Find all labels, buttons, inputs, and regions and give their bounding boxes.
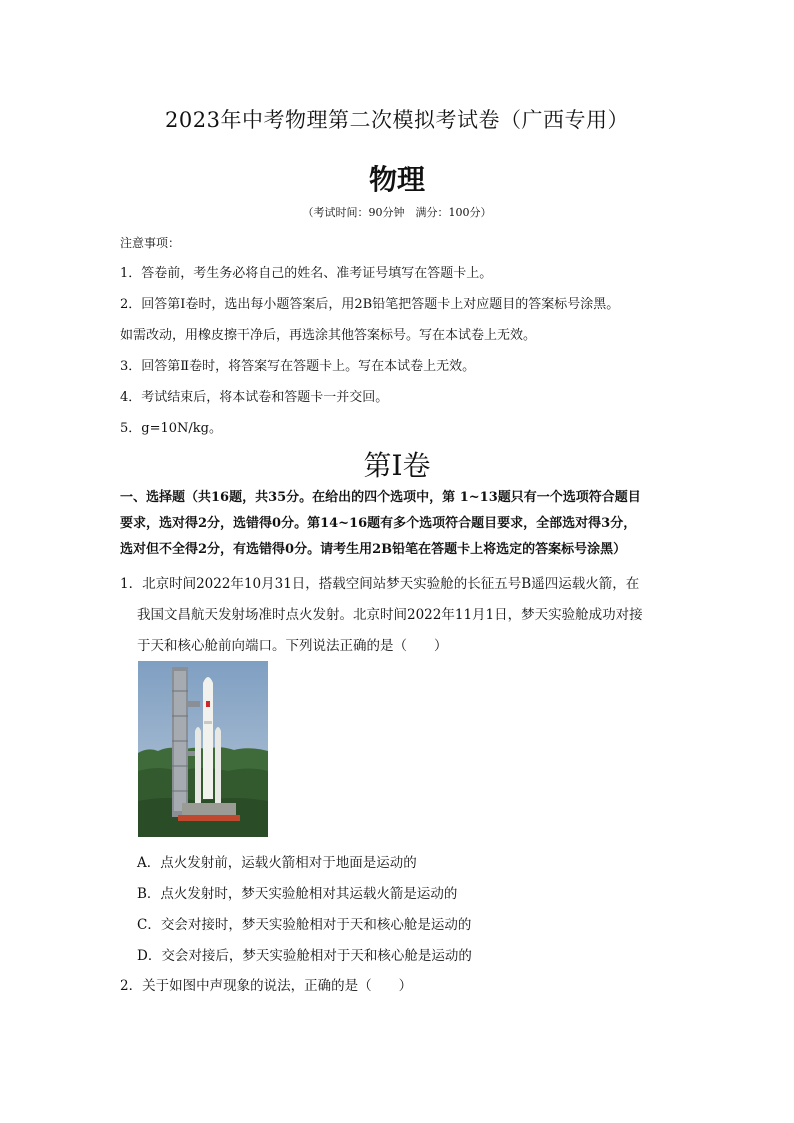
notes-heading: 注意事项：: [120, 236, 181, 250]
option-d: D．交会对接后，梦天实验舱相对于天和核心舱是运动的: [137, 948, 472, 964]
note-item: 3．回答第Ⅱ卷时，将答案写在答题卡上。写在本试卷上无效。: [120, 359, 476, 374]
question-1-text: 于天和核心舱前向端口。下列说法正确的是（ ）: [137, 638, 448, 654]
exam-title: 2023年中考物理第二次模拟考试卷（广西专用）: [165, 108, 629, 132]
question-2-text: 2．关于如图中声现象的说法，正确的是（ ）: [120, 978, 413, 994]
note-item: 如需改动，用橡皮擦干净后，再选涂其他答案标号。写在本试卷上无效。: [120, 328, 537, 343]
question-1-text: 我国文昌航天发射场准时点火发射。北京时间2022年11月1日，梦天实验舱成功对接: [137, 607, 643, 623]
option-c: C．交会对接时，梦天实验舱相对于天和核心舱是运动的: [137, 917, 472, 933]
option-b: B．点火发射时，梦天实验舱相对其运载火箭是运动的: [137, 886, 458, 902]
note-item: 5．g=10N/kg。: [120, 421, 222, 436]
note-item: 2．回答第Ⅰ卷时，选出每小题答案后，用2B铅笔把答题卡上对应题目的答案标号涂黑。: [120, 297, 620, 312]
option-a: A．点火发射前，运载火箭相对于地面是运动的: [137, 855, 417, 871]
section-instructions: 要求，选对得2分，选错得0分。第14~16题有多个选项符合题目要求，全部选对得3分，: [120, 516, 637, 531]
note-item: 4．考试结束后，将本试卷和答题卡一并交回。: [120, 390, 389, 405]
question-1-text: 1．北京时间2022年10月31日，搭载空间站梦天实验舱的长征五号B遥四运载火箭，在: [120, 576, 640, 592]
section-instructions: 一、选择题（共16题，共35分。在给出的四个选项中，第 1~13题只有一个选项符合题目: [120, 490, 641, 505]
subject-title: 物理: [368, 163, 425, 196]
rocket-launch-photo: [138, 661, 268, 837]
volume-heading: 第Ⅰ卷: [363, 449, 431, 482]
section-instructions: 选对但不全得2分，有选错得0分。请考生用2B铅笔在答题卡上将选定的答案标号涂黑）: [120, 542, 627, 557]
note-item: 1．答卷前，考生务必将自己的姓名、准考证号填写在答题卡上。: [120, 266, 493, 281]
exam-info: （考试时间：90分钟 满分：100分）: [302, 206, 492, 219]
